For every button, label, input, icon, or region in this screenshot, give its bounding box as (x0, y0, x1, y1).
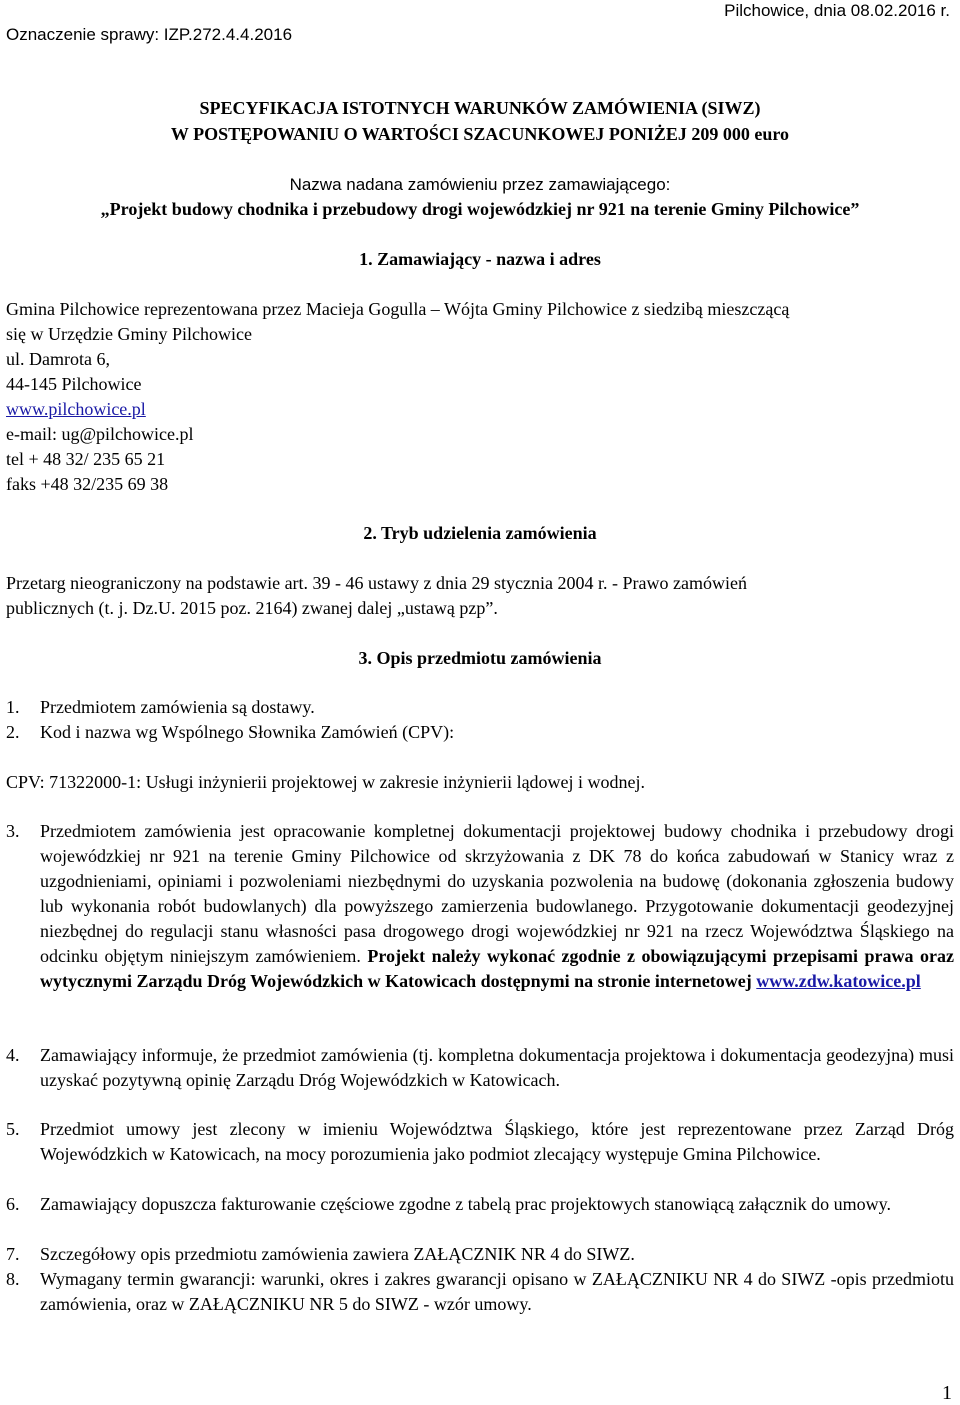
list-item-number: 6. (6, 1194, 20, 1214)
list-item-text: Zamawiający informuje, że przedmiot zamówienia (tj. kompletna dokumentacja projektowa i dokumentacja geodezyjna) musi uzyskać pozytywną opinię Zarządu Dróg Wojewódzkich w Katowicach. (40, 1045, 954, 1090)
place-date: Pilchowice, dnia 08.02.2016 r. (724, 1, 950, 20)
list-item-text (40, 819, 954, 994)
telephone: tel + 48 32/ 235 65 21 (6, 449, 166, 469)
item3-text: Przedmiotem zamówienia jest opracowanie kompletnej dokumentacji projektowej budowy chodnika i przebudowy drogi wojewódzkiej nr 921 na terenie Gminy Pilchowice od skrzyżowania z DK 78 do końca zabudowań w Stanicy wraz z uzgodnieniami, opiniami i pozwoleniami niezbędnymi do uzyskania pozwolenia na budowę (dokonania zgłoszenia budowy lub wykonania robót budowlanych) dla powyższego zamierzenia budowlanego. Przygotowanie dokumentacji geodezyjnej niezbędnej do regulacji stanu własności pasa drogowego drogi wojewódzkiej nr 921 na rzecz Województwa Śląskiego na odcinku objętym niniejszym zamówieniem. (40, 821, 954, 966)
list-item-text: Zamawiający dopuszcza fakturowanie częściowe zgodne z tabelą prac projektowych stanowiącą załącznik do umowy. (40, 1194, 891, 1214)
section2-line1: Przetarg nieograniczony na podstawie art. 39 - 46 ustawy z dnia 29 stycznia 2004 r. - Prawo zamówień (6, 573, 747, 593)
fax: faks +48 32/235 69 38 (6, 474, 169, 494)
list-item (6, 1267, 954, 1317)
address-city: 44-145 Pilchowice (6, 374, 142, 394)
list-item (6, 1117, 954, 1192)
section2-line2: publicznych (t. j. Dz.U. 2015 poz. 2164) zwanej dalej „ustawą pzp”. (6, 598, 498, 618)
website-link[interactable]: www.pilchowice.pl (6, 399, 146, 419)
list-item (6, 1043, 954, 1118)
list-item-text: Przedmiot umowy jest zlecony w imieniu Województwa Śląskiego, które jest reprezentowane przez Zarząd Dróg Wojewódzkich w Katowicach, na mocy porozumienia jako podmiot zlecający występuje Gmina Pilchowice. (40, 1119, 954, 1164)
section3-heading: 3. Opis przedmiotu zamówienia (358, 648, 602, 668)
address-street: ul. Damrota 6, (6, 349, 110, 369)
document-title-line1: SPECYFIKACJA ISTOTNYCH WARUNKÓW ZAMÓWIENIA (SIWZ) (199, 98, 761, 118)
zdw-website-link[interactable]: www.zdw.katowice.pl (756, 971, 921, 991)
cpv-code: CPV: 71322000-1: Usługi inżynierii projektowej w zakresie inżynierii lądowej i wodnej. (6, 772, 646, 792)
section1-line1: Gmina Pilchowice reprezentowana przez Macieja Gogulla – Wójta Gminy Pilchowice z siedzibą mieszczącą (6, 299, 790, 319)
section1-heading: 1. Zamawiający - nazwa i adres (359, 249, 601, 269)
page-number: 1 (942, 1382, 952, 1404)
item3-bold-text: Projekt należy wykonać zgodnie z obowiązującymi przepisami prawa oraz wytycznymi Zarządu Dróg Wojewódzkich w Katowicach dostępnymi na stronie internetowej (40, 946, 954, 991)
list-item-number: 3. (6, 821, 20, 841)
section2-heading: 2. Tryb udzielenia zamówienia (363, 523, 597, 543)
list-item-number: 4. (6, 1045, 20, 1065)
contract-name-value: „Projekt budowy chodnika i przebudowy drogi wojewódzkiej nr 921 na terenie Gminy Pilchowice” (100, 199, 860, 219)
list-item-number: 1. (6, 697, 20, 717)
list-item-text: Szczegółowy opis przedmiotu zamówienia zawiera ZAŁĄCZNIK NR 4 do SIWZ. (40, 1244, 635, 1264)
list-item-number: 7. (6, 1244, 20, 1264)
list-item (6, 1192, 954, 1242)
list-item-number: 5. (6, 1119, 20, 1139)
list-item-number: 2. (6, 722, 20, 742)
list-item-text: Przedmiotem zamówienia są dostawy. (40, 697, 315, 717)
contract-name-label: Nazwa nadana zamówieniu przez zamawiającego: (289, 175, 671, 194)
case-reference: Oznaczenie sprawy: IZP.272.4.4.2016 (6, 25, 293, 44)
email: e-mail: ug@pilchowice.pl (6, 424, 194, 444)
document-title-line2: W POSTĘPOWANIU O WARTOŚCI SZACUNKOWEJ PONIŻEJ 209 000 euro (170, 124, 790, 144)
list-item-text: Kod i nazwa wg Wspólnego Słownika Zamówień (CPV): (40, 722, 455, 742)
list-item (6, 720, 954, 745)
list-item (6, 1242, 954, 1267)
list-item (6, 695, 954, 720)
list-item (6, 819, 954, 1044)
section1-line2: się w Urzędzie Gminy Pilchowice (6, 324, 252, 344)
list-item-number: 8. (6, 1269, 20, 1289)
list-item-text: Wymagany termin gwarancji: warunki, okres i zakres gwarancji opisano w ZAŁĄCZNIKU NR 4 do SIWZ -opis przedmiotu zamówienia, oraz w ZAŁĄCZNIKU NR 5 do SIWZ - wzór umowy. (40, 1269, 954, 1314)
